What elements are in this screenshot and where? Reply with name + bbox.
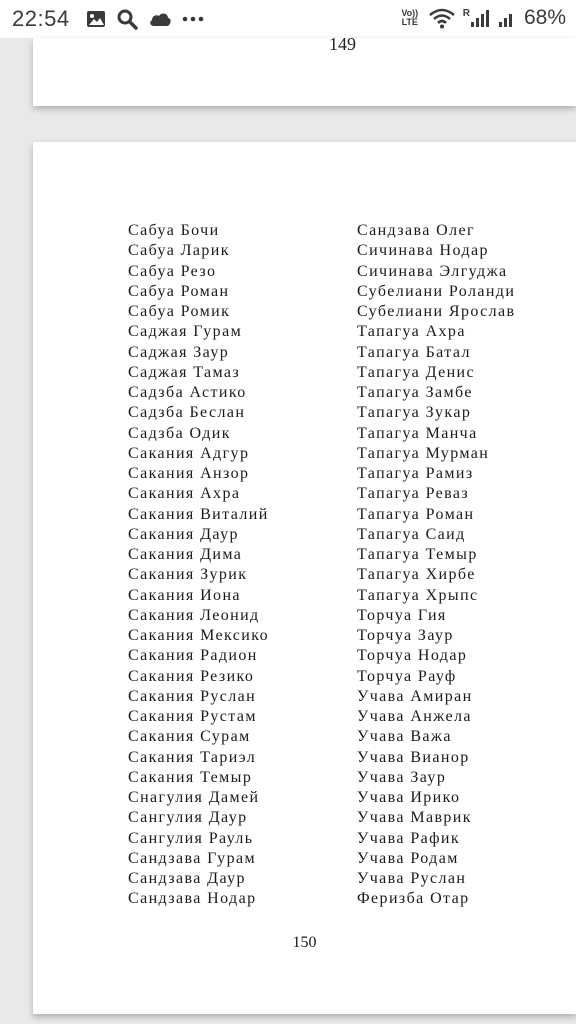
name-entry: Тапагуа Рамиз — [357, 465, 474, 482]
name-entry: Сакания Сурам — [128, 728, 251, 746]
name-entry: Снагулия Дамей — [128, 789, 260, 806]
name-entry: Сакания Резико — [128, 667, 255, 685]
name-entry: Тапагуа Мурман — [357, 444, 490, 462]
name-entry: Торчуа Заур — [357, 627, 454, 644]
name-entry: Тапагуа Реваз — [357, 485, 470, 503]
notification-icons — [86, 8, 204, 30]
name-entry: Учава Родам — [357, 849, 459, 867]
name-entry: Сабуа Бочи — [128, 222, 220, 239]
name-entry: Учава Маврик — [357, 809, 472, 827]
name-entry: Учава Рафик — [357, 829, 461, 847]
name-entry: Сичинава Нодар — [357, 242, 489, 260]
name-entry: Сакания Темыр — [128, 768, 253, 786]
roaming-indicator: R — [462, 7, 470, 19]
name-entry: Феризба Отар — [357, 890, 470, 908]
name-entry: Саджая Заур — [128, 343, 230, 361]
name-entry: Сакания Дима — [128, 546, 243, 563]
name-entry: Сакания Виталий — [128, 505, 269, 523]
system-icons — [399, 6, 566, 30]
name-entry: Сабуа Ларик — [128, 242, 230, 260]
name-entry: Сангулия Рауль — [128, 829, 254, 847]
name-entry: Тапагуа Ахра — [357, 323, 466, 341]
name-entry: Тапагуа Саид — [357, 525, 466, 543]
name-entry: Сандзава Нодар — [128, 890, 257, 908]
name-entry: Садзба Астико — [128, 384, 247, 401]
status-time: 22:54 — [12, 6, 70, 31]
name-entry: Сандзава Даур — [128, 870, 246, 887]
name-entry: Тапагуа Замбе — [357, 384, 473, 401]
document-page — [33, 142, 576, 1014]
name-entry: Сакания Руслан — [128, 687, 257, 705]
battery-percent: 68% — [523, 6, 566, 29]
name-entry: Сакания Ахра — [128, 485, 241, 503]
name-entry: Торчуа Нодар — [357, 647, 468, 665]
previous-page — [33, 34, 576, 106]
name-entry: Сакания Мексико — [128, 627, 270, 644]
name-entry: Саджая Гурам — [128, 323, 243, 341]
name-entry: Сандзава Олег — [357, 222, 475, 239]
name-entry: Тапагуа Денис — [357, 363, 476, 381]
name-entry: Сакания Рустам — [128, 708, 257, 725]
name-entry: Садзба Беслан — [128, 404, 246, 422]
name-entry: Сакания Анзор — [128, 465, 250, 482]
names-left-column — [128, 221, 269, 910]
search-icon — [116, 8, 138, 30]
name-entry: Сакания Иона — [128, 586, 241, 604]
name-entry: Учава Заур — [357, 768, 447, 786]
name-entry: Тапагуа Хирбе — [357, 566, 476, 584]
name-entry: Сабуа Ромик — [128, 303, 231, 320]
name-entry: Сангулия Даур — [128, 809, 248, 827]
name-entry: Тапагуа Темыр — [357, 546, 478, 563]
status-bar — [0, 0, 576, 38]
name-entry: Сичинава Элгуджа — [357, 262, 508, 280]
name-entry: Учава Ирико — [357, 789, 461, 806]
previous-page-number: 149 — [329, 34, 356, 54]
image-icon — [86, 10, 106, 28]
name-entry: Тапагуа Зукар — [357, 404, 472, 422]
volte-indicator: Vo)) LTE — [401, 8, 419, 27]
name-entry: Сакания Адгур — [128, 444, 250, 462]
name-entry: Учава Анжела — [357, 708, 472, 725]
name-entry: Сандзава Гурам — [128, 849, 257, 867]
name-entry: Сакания Тариэл — [128, 748, 257, 766]
name-entry: Сакания Леонид — [128, 606, 260, 624]
name-entry: Тапагуа Батал — [357, 343, 471, 361]
name-entry: Торчуа Гия — [357, 606, 447, 624]
name-entry: Учава Вианор — [357, 748, 470, 766]
name-entry: Садзба Одик — [128, 424, 231, 442]
name-entry: Тапагуа Роман — [357, 505, 475, 523]
name-entry: Учава Руслан — [357, 870, 467, 887]
name-entry: Саджая Тамаз — [128, 363, 241, 381]
name-entry: Субелиани Роланди — [357, 282, 516, 300]
name-entry: Сакания Радион — [128, 647, 258, 665]
names-right-column — [357, 221, 515, 910]
name-entry: Тапагуа Манча — [357, 424, 478, 442]
wifi-icon — [429, 7, 455, 29]
name-entry: Сабуа Резо — [128, 262, 217, 280]
signal-icon — [470, 8, 490, 28]
more-notifications-icon — [182, 15, 204, 23]
cloud-icon — [148, 10, 172, 28]
name-entry: Тапагуа Хрыпс — [357, 586, 479, 604]
name-entry: Торчуа Рауф — [357, 667, 457, 685]
page-number: 150 — [292, 934, 317, 951]
name-entry: Учава Амиран — [357, 687, 473, 705]
name-entry: Сакания Даур — [128, 525, 239, 543]
name-entry: Субелиани Ярослав — [357, 303, 516, 320]
signal-icon-2 — [498, 8, 516, 28]
name-entry: Сабуа Роман — [128, 282, 230, 300]
name-entry: Учава Важа — [357, 728, 452, 746]
name-entry: Сакания Зурик — [128, 566, 248, 584]
